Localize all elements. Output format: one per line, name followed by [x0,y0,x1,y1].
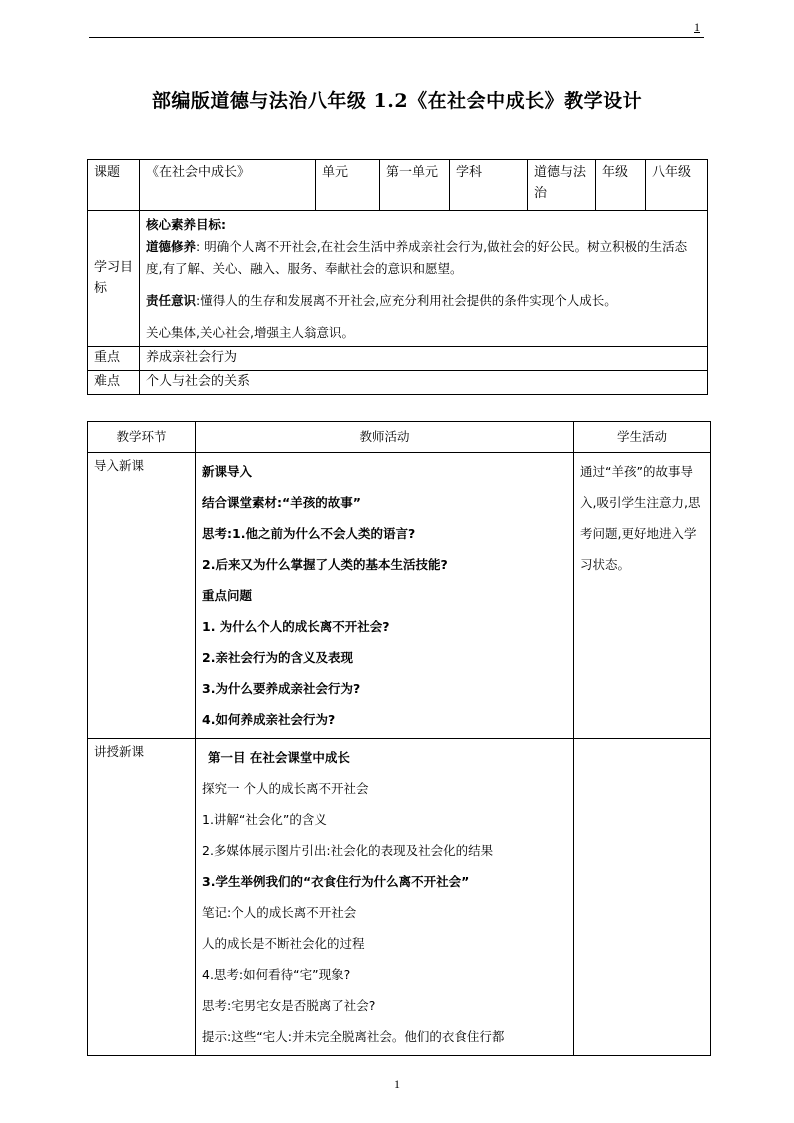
student-activity-intro: 通过“羊孩”的故事导入,吸引学生注意力,思考问题,更好地进入学习状态。 [574,453,711,739]
goals-heading: 核心素养目标: [146,217,226,232]
teacher-activity-intro [196,453,574,739]
student-activity-lecture [574,739,711,1056]
intro-line-7: 2.亲社会行为的含义及表现 [202,650,353,665]
key-value: 养成亲社会行为 [140,347,708,371]
document-title: 部编版道德与法治八年级 1.2《在社会中成长》教学设计 [151,90,643,112]
lecture-line-7: 人的成长是不断社会化的过程 [202,936,365,951]
header-page-number: 1 [694,20,700,34]
lecture-line-1: 第一目 在社会课堂中成长 [208,750,350,765]
info-row-key [88,347,708,371]
difficulty-value: 个人与社会的关系 [140,371,708,395]
goal-1 [146,236,701,280]
goal-2-text: :懂得人的生存和发展离不开社会,应充分利用社会提供的条件实现个人成长。 [196,292,617,308]
plan-row-lecture [88,739,711,1056]
lecture-line-4: 2.多媒体展示图片引出:社会化的表现及社会化的结果 [202,843,494,858]
grade-label: 年级 [596,160,646,211]
footer-page-number: 1 [394,1077,400,1091]
unit-value: 第一单元 [380,160,450,211]
intro-line-3: 思考:1.他之前为什么不会人类的语言? [202,526,416,541]
col-teacher-header: 教师活动 [196,422,574,453]
goals-content [140,211,708,347]
col-stage-header: 教学环节 [88,422,196,453]
unit-label: 单元 [316,160,380,211]
lecture-line-3: 1.讲解“社会化”的含义 [202,812,327,827]
intro-line-9: 4.如何养成亲社会行为? [202,712,336,727]
info-row-goals [88,211,708,347]
info-row-topic [88,160,708,211]
stage-intro: 导入新课 [88,453,196,739]
difficulty-label: 难点 [88,371,140,395]
lecture-line-6: 笔记:个人的成长离不开社会 [202,905,357,920]
grade-value: 八年级 [646,160,708,211]
topic-value: 《在社会中成长》 [140,160,316,211]
lecture-line-8: 4.思考:如何看待“宅”现象? [202,967,351,982]
lecture-line-10: 提示:这些“宅人:并未完全脱离社会。他们的衣食住行都 [202,1029,505,1044]
header-rule [89,37,704,38]
lesson-info-table [87,159,708,395]
plan-row-intro [88,453,711,739]
subject-value: 道德与法治 [528,160,596,211]
intro-line-5: 重点问题 [202,588,253,603]
teaching-plan-table [87,421,711,1056]
goals-label: 学习目标 [88,211,140,347]
subject-label: 学科 [450,160,528,211]
info-row-difficulty [88,371,708,395]
intro-line-6: 1. 为什么个人的成长离不开社会? [202,619,390,634]
intro-line-8: 3.为什么要养成亲社会行为? [202,681,361,696]
lecture-line-5: 3.学生举例我们的“衣食住行为什么离不开社会” [202,874,470,889]
goal-3: 关心集体,关心社会,增强主人翁意识。 [146,324,354,340]
plan-header-row [88,422,711,453]
topic-label: 课题 [88,160,140,211]
teacher-activity-lecture [196,739,574,1056]
intro-line-4: 2.后来又为什么掌握了人类的基本生活技能? [202,557,448,572]
lecture-line-9: 思考:宅男宅女是否脱离了社会? [202,998,376,1013]
intro-line-2: 结合课堂素材:“羊孩的故事” [202,495,361,510]
goal-2-title: 责任意识 [146,292,197,308]
intro-line-1: 新课导入 [202,464,253,479]
goal-2 [146,290,701,312]
goal-1-title: 道德修养 [146,238,197,254]
stage-lecture: 讲授新课 [88,739,196,1056]
col-student-header: 学生活动 [574,422,711,453]
goal-1-text: : 明确个人离不开社会,在社会生活中养成亲社会行为,做社会的好公民。树立积极的生活态度,有了解、关心、融入、服务、奉献社会的意识和愿望。 [146,238,688,276]
key-label: 重点 [88,347,140,371]
lecture-line-2: 探究一 个人的成长离不开社会 [202,781,369,796]
